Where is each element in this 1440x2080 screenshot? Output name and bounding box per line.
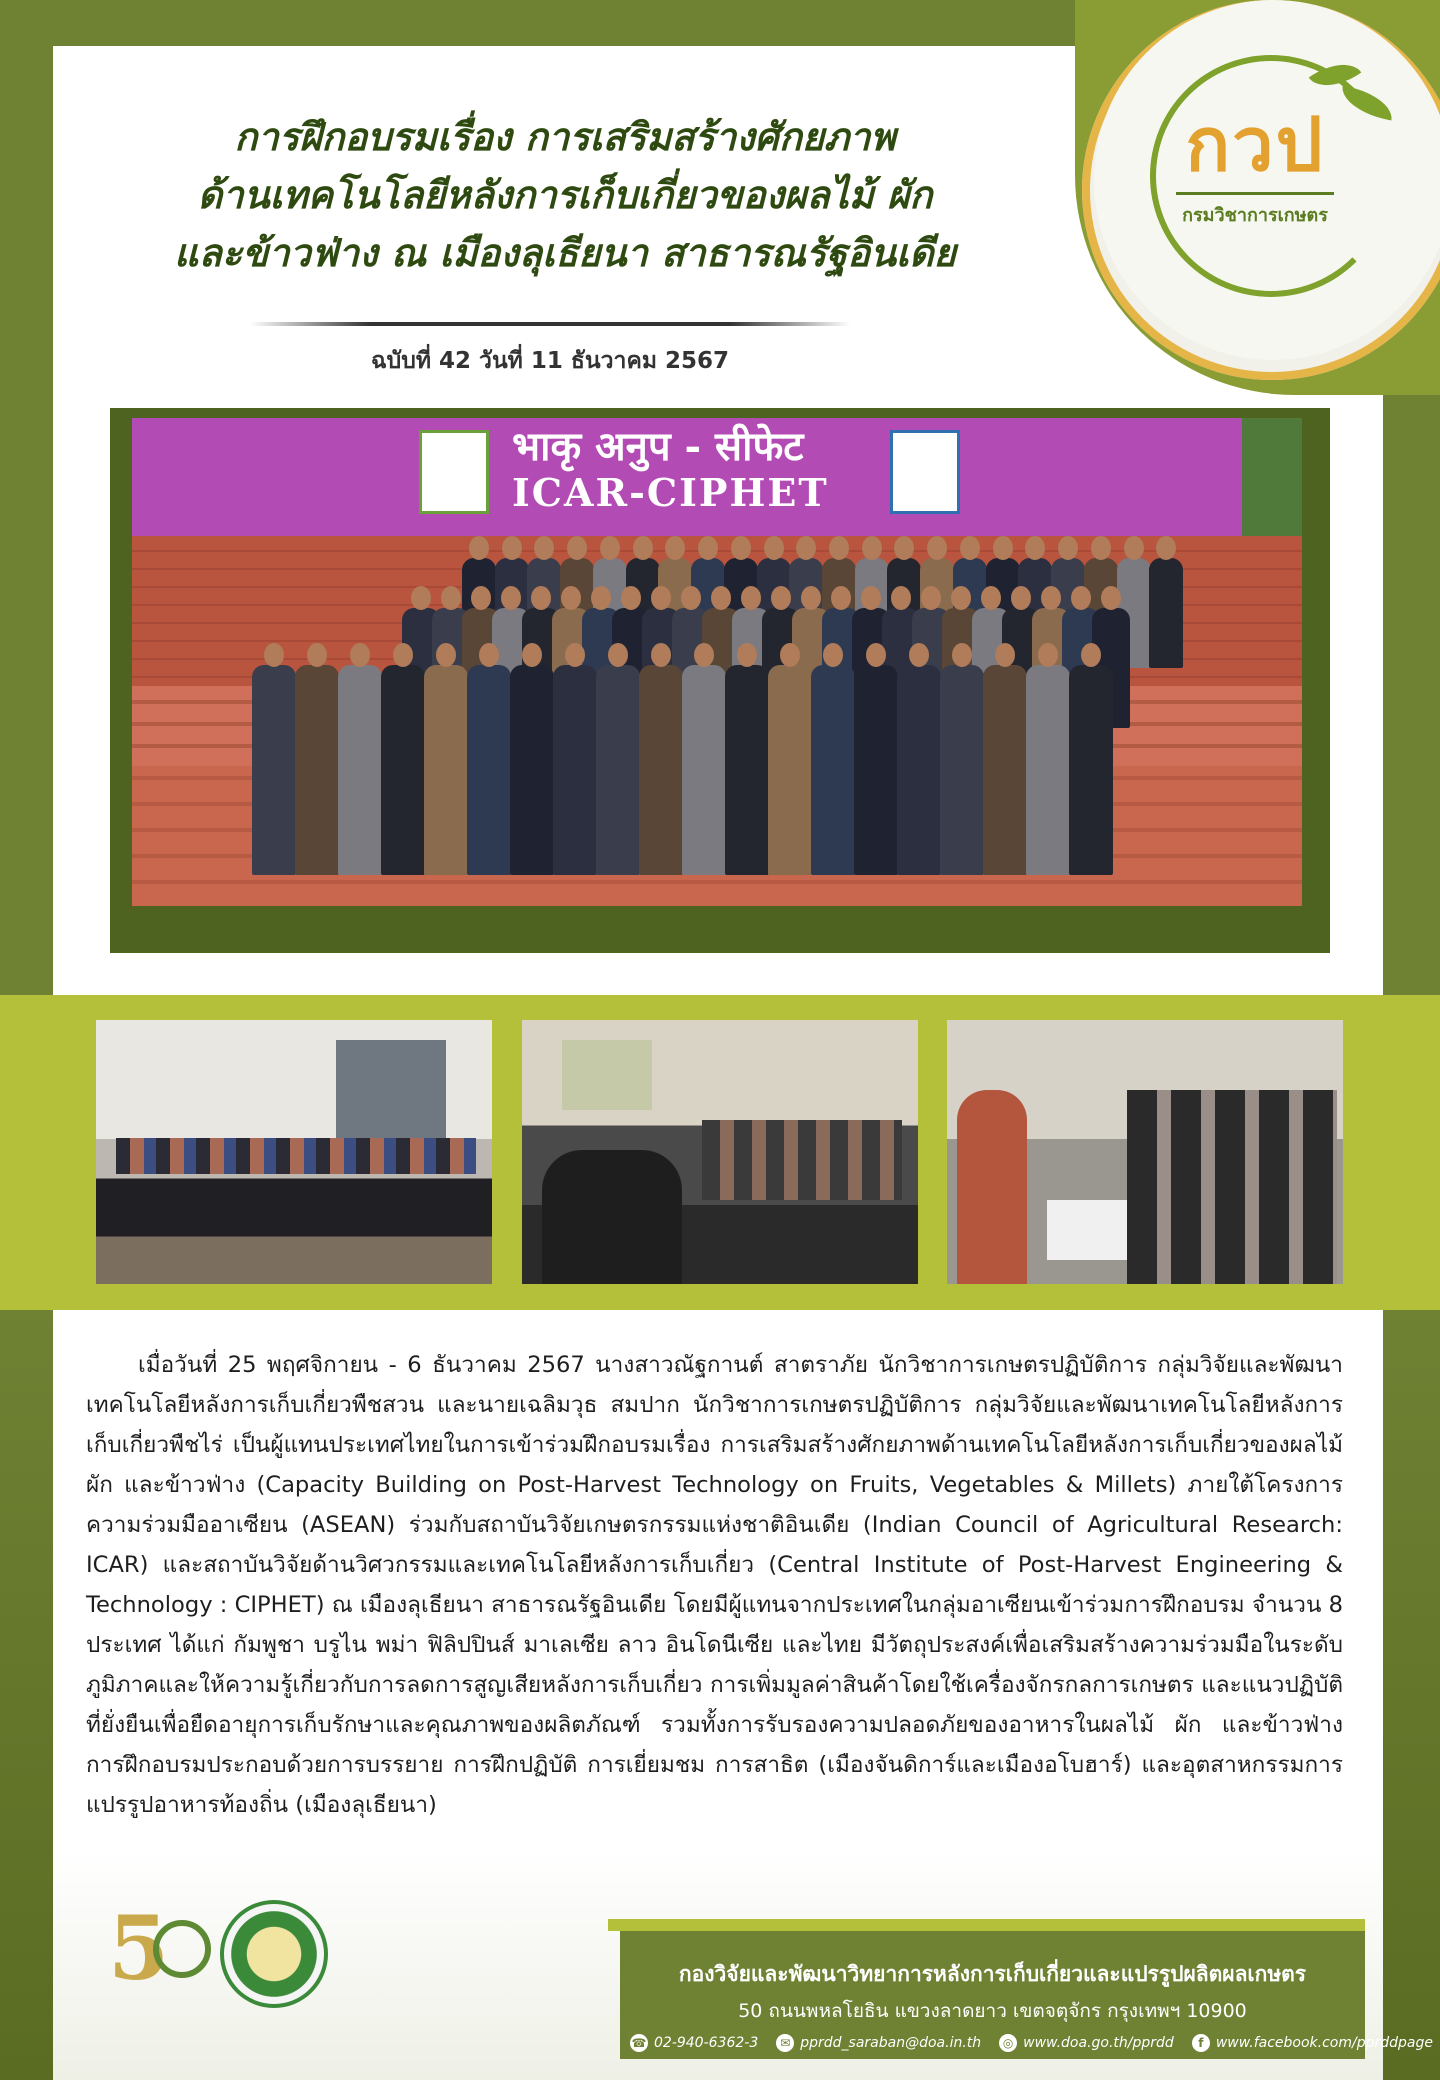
person-head xyxy=(1038,643,1058,667)
person-head xyxy=(469,536,489,560)
photo-lab xyxy=(522,1020,918,1284)
person xyxy=(940,665,984,875)
person-head xyxy=(823,643,843,667)
sign-hindi: भाकृ अनुप - सीफेट xyxy=(512,423,804,470)
person-head xyxy=(829,536,849,560)
title-line: ด้านเทคโนโลยีหลังการเก็บเกี่ยวของผลไม้ ผัก xyxy=(197,173,933,217)
person-head xyxy=(1091,536,1111,560)
person-head xyxy=(436,643,456,667)
contact-phone: ☎ 02-940-6362-3 xyxy=(631,2035,759,2051)
person-head xyxy=(698,536,718,560)
person-head xyxy=(711,586,731,610)
person-head xyxy=(737,643,757,667)
svg-text:5: 5 xyxy=(108,1896,170,2000)
person-head xyxy=(561,586,581,610)
person-head xyxy=(951,586,971,610)
title-line: และข้าวฟ่าง ณ เมืองลุเธียนา สาธารณรัฐอินเดีย xyxy=(174,231,956,275)
person-head xyxy=(741,586,761,610)
footer-address: 50 ถนนพหลโยธิน แขวงลาดยาว เขตจตุจักร กรุงเทพฯ 10900 xyxy=(738,2000,1247,2022)
facebook-icon: f xyxy=(1192,2034,1210,2052)
title-divider xyxy=(250,322,850,326)
person xyxy=(467,665,511,875)
person-head xyxy=(651,643,671,667)
person-head xyxy=(1101,586,1121,610)
person xyxy=(983,665,1027,875)
person-head xyxy=(1058,536,1078,560)
institute-sign xyxy=(132,418,1302,536)
person-head xyxy=(608,643,628,667)
person-head xyxy=(350,643,370,667)
person-head xyxy=(1041,586,1061,610)
person xyxy=(897,665,941,875)
contact-facebook[interactable]: f www.facebook.com/pprddpage xyxy=(1192,2034,1433,2052)
person xyxy=(295,665,339,875)
person-head xyxy=(891,586,911,610)
doa-seal-icon xyxy=(220,1900,328,2008)
person xyxy=(510,665,554,875)
person-head xyxy=(479,643,499,667)
person xyxy=(381,665,425,875)
person-head xyxy=(764,536,784,560)
group-photo xyxy=(132,418,1302,906)
person-head xyxy=(731,536,751,560)
contact-email[interactable]: ✉ pprdd_saraban@doa.in.th xyxy=(776,2034,981,2052)
person xyxy=(768,665,812,875)
person xyxy=(1069,665,1113,875)
person-head xyxy=(1081,643,1101,667)
person xyxy=(338,665,382,875)
person-head xyxy=(862,536,882,560)
person-head xyxy=(264,643,284,667)
phone-icon: ☎ xyxy=(631,2036,647,2050)
person-head xyxy=(771,586,791,610)
person-head xyxy=(960,536,980,560)
person-head xyxy=(993,536,1013,560)
person-head xyxy=(591,586,611,610)
person-head xyxy=(502,536,522,560)
person-head xyxy=(1124,536,1144,560)
icar-logo-icon xyxy=(419,430,489,514)
person xyxy=(1026,665,1070,875)
person-head xyxy=(694,643,714,667)
person xyxy=(424,665,468,875)
person xyxy=(682,665,726,875)
person-head xyxy=(831,586,851,610)
person-head xyxy=(307,643,327,667)
person-head xyxy=(1011,586,1031,610)
person xyxy=(252,665,296,875)
person-head xyxy=(801,586,821,610)
person-head xyxy=(441,586,461,610)
sign-english: ICAR-CIPHET xyxy=(512,470,829,515)
logo-mark: กวป xyxy=(1185,102,1325,188)
person xyxy=(725,665,769,875)
person-head xyxy=(861,586,881,610)
globe-icon: ◎ xyxy=(999,2034,1017,2052)
logo-divider xyxy=(1176,192,1334,195)
person-head xyxy=(952,643,972,667)
person-head xyxy=(681,586,701,610)
person xyxy=(811,665,855,875)
person-head xyxy=(981,586,1001,610)
page-title xyxy=(60,108,1070,282)
person xyxy=(854,665,898,875)
anniversary-50-logo-icon xyxy=(104,1893,214,2003)
footer-org-name: กองวิจัยและพัฒนาวิทยาการหลังการเก็บเกี่ยวและแปรรูปผลิตผลเกษตร xyxy=(678,1962,1307,1986)
person-head xyxy=(651,586,671,610)
person-head xyxy=(633,536,653,560)
person-head xyxy=(393,643,413,667)
person-head xyxy=(780,643,800,667)
person-head xyxy=(1071,586,1091,610)
person-head xyxy=(600,536,620,560)
issue-date: ฉบับที่ 42 วันที่ 11 ธันวาคม 2567 xyxy=(370,348,730,374)
person-head xyxy=(866,643,886,667)
person xyxy=(1149,558,1183,668)
person-head xyxy=(501,586,521,610)
person-head xyxy=(522,643,542,667)
person xyxy=(596,665,640,875)
person xyxy=(639,665,683,875)
photo-classroom xyxy=(96,1020,492,1284)
photo-demo xyxy=(947,1020,1343,1284)
mail-icon: ✉ xyxy=(776,2034,794,2052)
person-head xyxy=(471,586,491,610)
person-head xyxy=(565,643,585,667)
person-head xyxy=(921,586,941,610)
logo-subtitle: กรมวิชาการเกษตร xyxy=(1182,205,1328,226)
person xyxy=(553,665,597,875)
person-head xyxy=(909,643,929,667)
contact-website[interactable]: ◎ www.doa.go.th/pprdd xyxy=(999,2034,1174,2052)
person-head xyxy=(995,643,1015,667)
ciphet-logo-icon xyxy=(890,430,960,514)
person-head xyxy=(411,586,431,610)
footer-accent xyxy=(608,1919,1365,1931)
article-body: เมื่อวันที่ 25 พฤศจิกายน - 6 ธันวาคม 2567 นางสาวณัฐกานต์ สาตราภัย นักวิชาการเกษตรปฏิบัติการ กลุ่มวิจัยและพัฒนาเทคโนโลยีหลังการเก็บเกี่ยวพืชสวน และนายเฉลิมวุธ สมปาก นักวิชาการเกษตรปฏิบัติการ กลุ่มวิจัยและพัฒนาเทคโนโลยีหลังการเก็บเกี่ยวพืชไร่ เป็นผู้แทนประเทศไทยในการเข้าร่วมฝึกอบรมเรื่อง การเสริมสร้างศักยภาพด้านเทคโนโลยีหลังการเก็บเกี่ยวของผลไม้ ผัก และข้าวฟ่าง (Capacity Building on Post-Harvest Technology on Fruits, Vegetables & Millets) ภายใต้โครงการความร่วมมืออาเซียน (ASEAN) ร่วมกับสถาบันวิจัยเกษตรกรรมแห่งชาติอินเดีย (Indian Council of Agricultural Research: ICAR) และสถาบันวิจัยด้านวิศวกรรมและเทคโนโลยีหลังการเก็บเกี่ยว (Central Institute of Post-Harvest Engineering & Technology : CIPHET) ณ เมืองลุเธียนา สาธารณรัฐอินเดีย โดยมีผู้แทนจากประเทศในกลุ่มอาเซียนเข้าร่วมการฝึกอบรม จำนวน 8 ประเทศ ได้แก่ กัมพูชา บรูไน พม่า ฟิลิปปินส์ มาเลเซีย ลาว อินโดนีเซีย และไทย มีวัตถุประสงค์เพื่อเสริมสร้างความร่วมมือในระดับภูมิภาคและให้ความรู้เกี่ยวกับการลดการสูญเสียหลังการเก็บเกี่ยว การเพิ่มมูลค่าสินค้าโดยใช้เครื่องจักรกลการเกษตร และแนวปฏิบัติที่ยั่งยืนเพื่อยืดอายุการเก็บรักษาและคุณภาพของผลิตภัณฑ์ รวมทั้งการรับรองความปลอดภัยของอาหารในผลไม้ ผัก และข้าวฟ่าง การฝึกอบรมประกอบด้วยการบรรยาย การฝึกปฏิบัติ การเยี่ยมชม การสาธิต (เมืองจันดิการ์และเมืองอโบฮาร์) และอุตสาหกรรมการแปรรูปอาหารท้องถิ่น (เมืองลุเธียนา) xyxy=(86,1352,1343,1818)
person-head xyxy=(531,586,551,610)
person-head xyxy=(621,586,641,610)
tree-foliage xyxy=(1242,418,1302,536)
footer-contacts xyxy=(630,2031,1433,2055)
title-line: การฝึกอบรมเรื่อง การเสริมสร้างศักยภาพ xyxy=(234,115,896,159)
